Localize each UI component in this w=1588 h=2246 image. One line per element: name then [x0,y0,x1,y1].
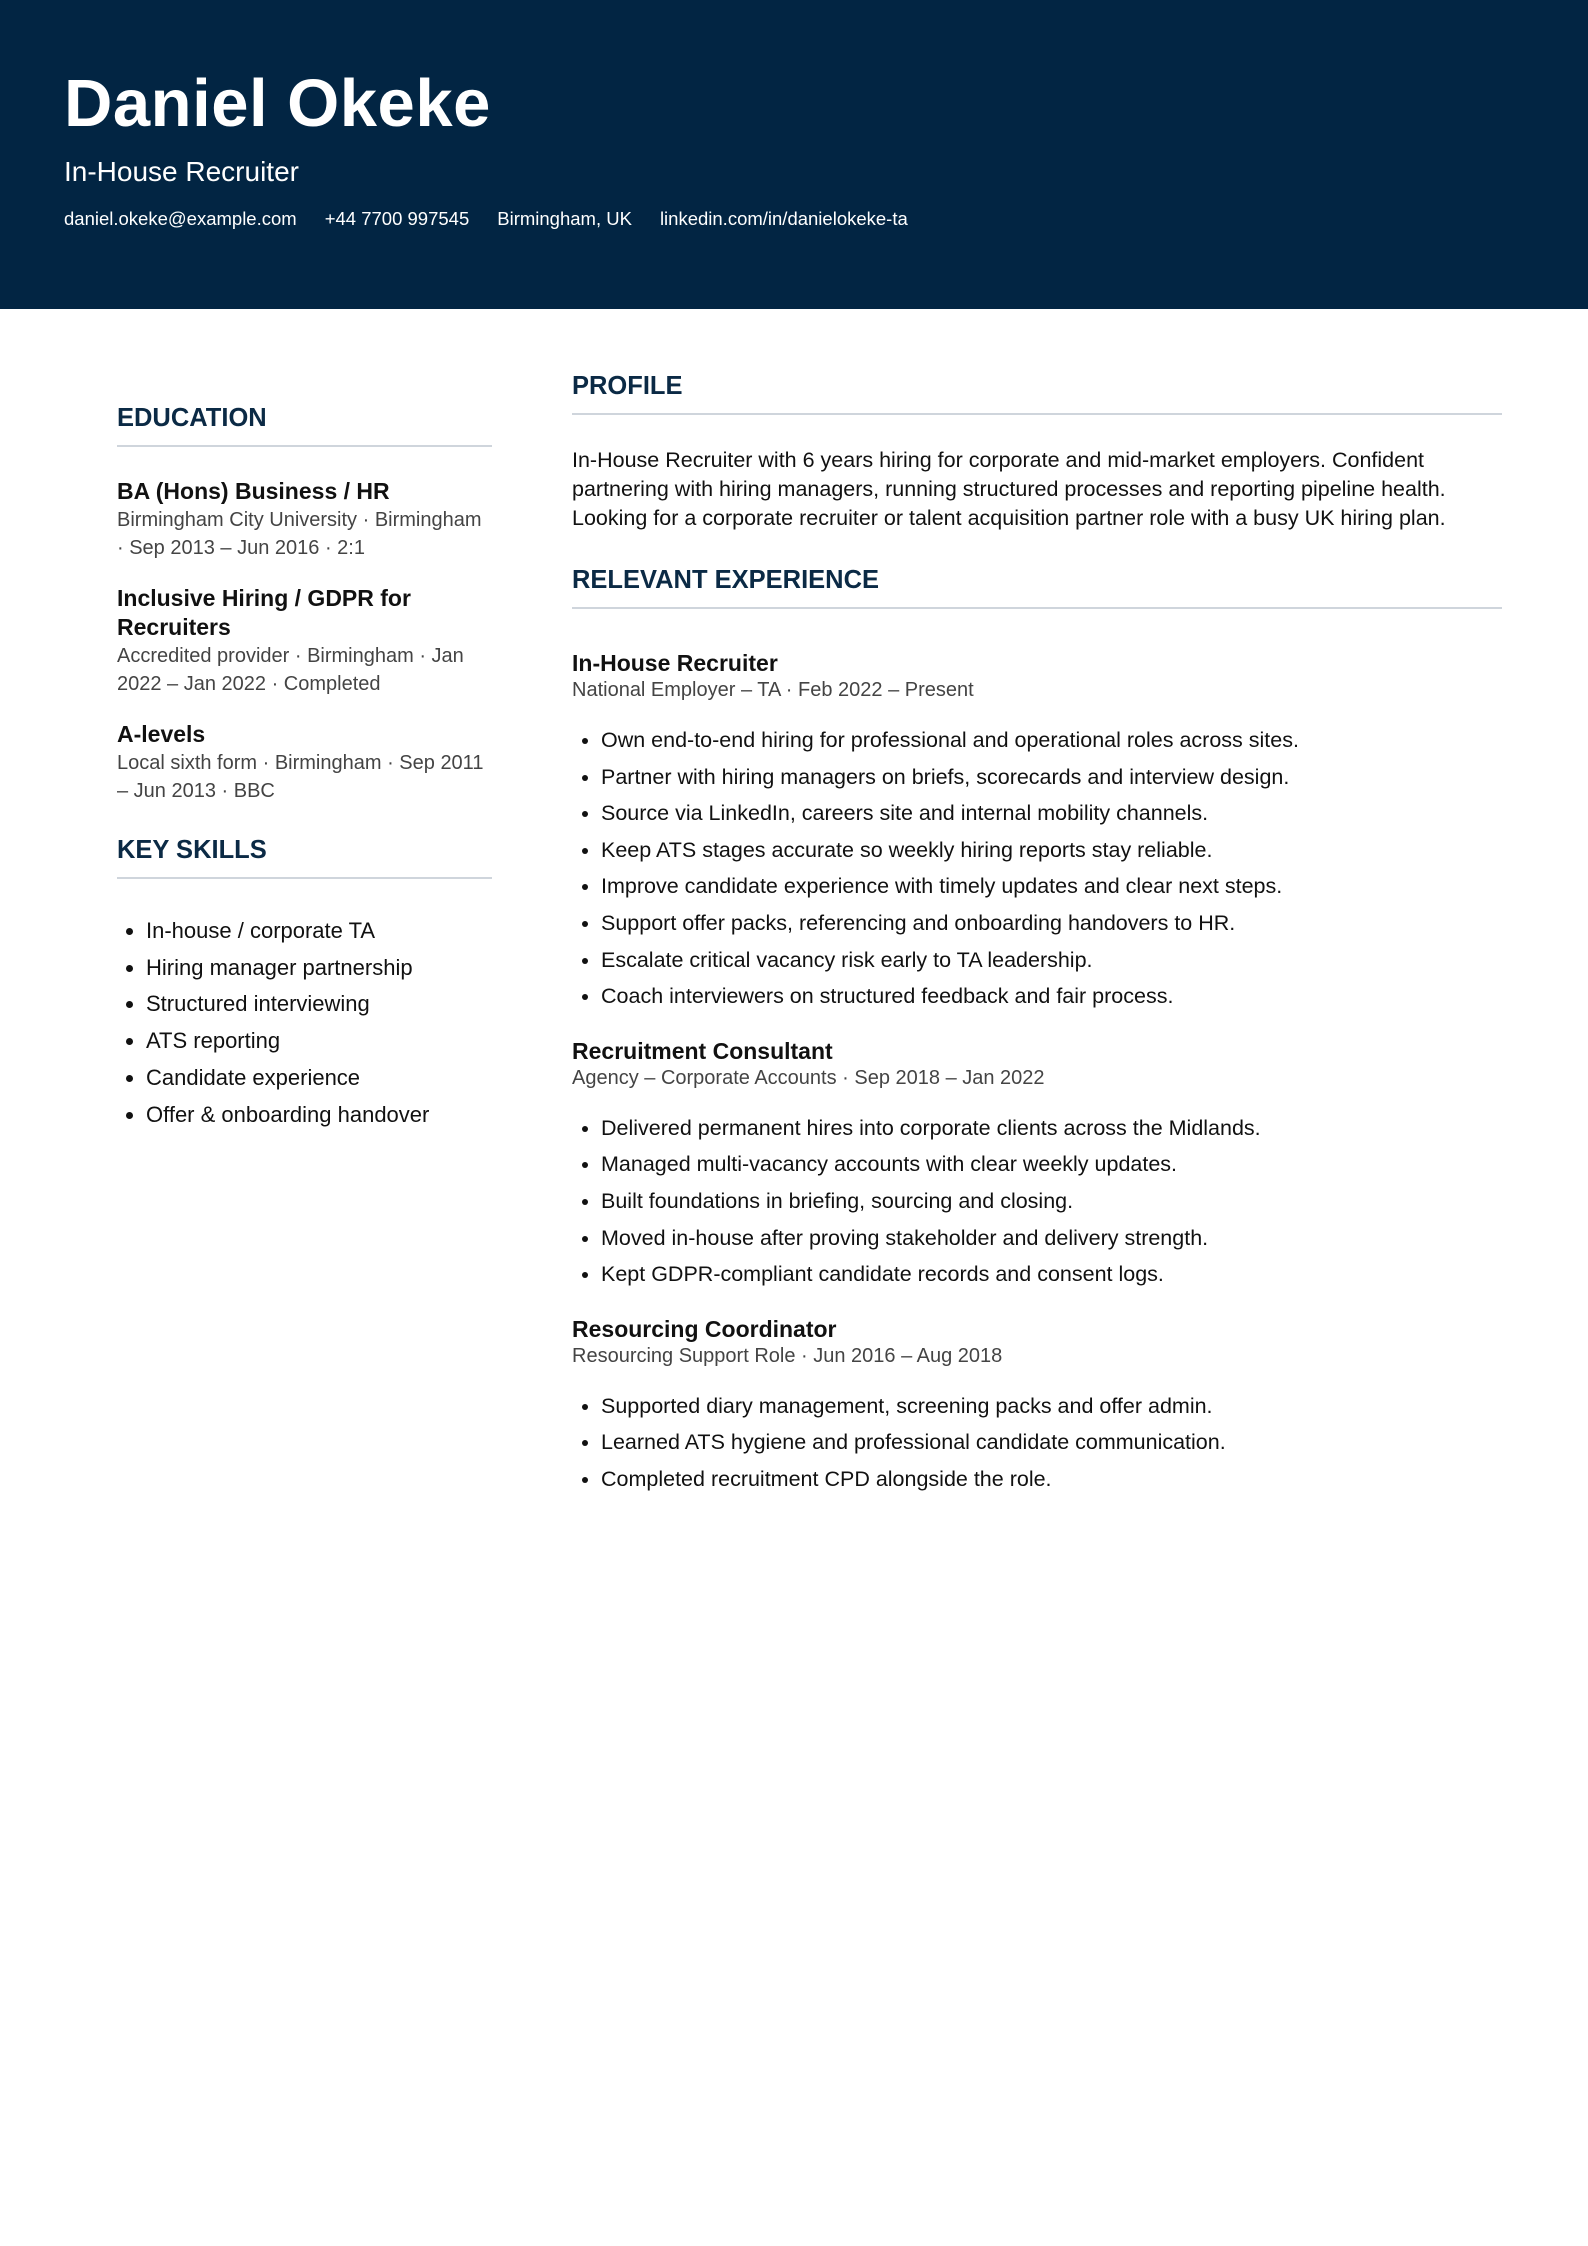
profile-text: In-House Recruiter with 6 years hiring for corporate and mid-market employers. Confident partnering with hiring managers, running structured processes and reporting pipeline health. Looking for a corporate recruiter or talent acquisition partner role with a busy UK hiring plan. [572,448,1446,530]
job-bullet: • Keep ATS stages accurate so weekly hiring reports stay reliable. [601,832,1502,869]
profile-section [572,369,1502,533]
job-meta: Agency – Corporate Accounts · Sep 2018 – Jan 2022 [572,1066,1045,1089]
skill-item: • Offer & onboarding handover [146,1097,492,1134]
education-meta: Birmingham City University · Birmingham · Sep 2013 – Jun 2016 · 2:1 [117,509,482,559]
job-entry [572,649,1502,1015]
job-bullet: • Managed multi-vacancy accounts with clear weekly updates. [601,1146,1502,1183]
education-meta: Accredited provider · Birmingham · Jan 2022 – Jan 2022 · Completed [117,645,464,695]
job-entry [572,1315,1502,1498]
candidate-name: Daniel Okeke [64,66,491,141]
job-bullets [572,1388,1502,1498]
resume-header [0,0,1588,309]
skill-item: • Hiring manager partnership [146,950,492,987]
skill-item: • In-house / corporate TA [146,913,492,950]
candidate-title: In-House Recruiter [64,156,299,187]
job-title: Recruitment Consultant [572,1037,833,1064]
contact-phone[interactable]: +44 7700 997545 [324,208,470,229]
education-item [117,720,492,805]
skill-item: • Candidate experience [146,1060,492,1097]
job-bullet: • Improve candidate experience with timely updates and clear next steps. [601,868,1502,905]
contact-email[interactable]: daniel.okeke@example.com [64,208,297,229]
education-item [117,477,492,562]
job-bullets [572,1110,1502,1293]
job-bullet: • Completed recruitment CPD alongside the role. [601,1461,1502,1498]
job-title: Resourcing Coordinator [572,1315,837,1342]
education-meta: Local sixth form · Birmingham · Sep 2011 – Jun 2013 · BBC [117,752,484,802]
job-title: In-House Recruiter [572,650,778,676]
job-meta: Resourcing Support Role · Jun 2016 – Aug 2018 [572,1344,1003,1367]
resume-body [0,309,1588,1498]
job-bullet: • Learned ATS hygiene and professional candidate communication. [601,1424,1502,1461]
contact-bar [64,208,1524,230]
experience-section [572,563,1502,1498]
job-bullet: • Own end-to-end hiring for professional and operational roles across sites. [601,722,1502,759]
job-bullet: • Moved in-house after proving stakeholder and delivery strength. [601,1220,1502,1257]
profile-heading: PROFILE [572,369,1502,415]
education-name: A-levels [117,721,206,747]
job-bullet: • Partner with hiring managers on briefs, scorecards and interview design. [601,759,1502,796]
education-name: BA (Hons) Business / HR [117,478,390,504]
education-name: Inclusive Hiring / GDPR for Recruiters [117,585,411,640]
job-entry [572,1037,1502,1293]
skill-item: • Structured interviewing [146,986,492,1023]
contact-location: Birmingham, UK [497,208,632,229]
skill-item: • ATS reporting [146,1023,492,1060]
contact-linkedin[interactable]: linkedin.com/in/danielokeke-ta [659,208,908,229]
job-bullet: • Kept GDPR-compliant candidate records and consent logs. [601,1256,1502,1293]
job-bullet: • Delivered permanent hires into corporate clients across the Midlands. [601,1110,1502,1147]
job-bullet: • Coach interviewers on structured feedback and fair process. [601,978,1502,1015]
job-meta: National Employer – TA · Feb 2022 – Present [572,679,974,701]
skills-heading: KEY SKILLS [117,833,492,879]
experience-heading: RELEVANT EXPERIENCE [572,563,1502,609]
job-bullet: • Escalate critical vacancy risk early to TA leadership. [601,942,1502,979]
skills-list [117,913,492,1133]
job-bullet: • Support offer packs, referencing and onboarding handovers to HR. [601,905,1502,942]
education-item [117,584,492,698]
right-column [572,309,1502,1498]
job-bullets [572,722,1502,1015]
left-column [117,309,492,1498]
education-heading: EDUCATION [117,401,492,447]
job-bullet: • Supported diary management, screening packs and offer admin. [601,1388,1502,1425]
education-section [117,401,492,805]
job-bullet: • Source via LinkedIn, careers site and internal mobility channels. [601,795,1502,832]
job-bullet: • Built foundations in briefing, sourcing and closing. [601,1183,1502,1220]
skills-section [117,833,492,1133]
